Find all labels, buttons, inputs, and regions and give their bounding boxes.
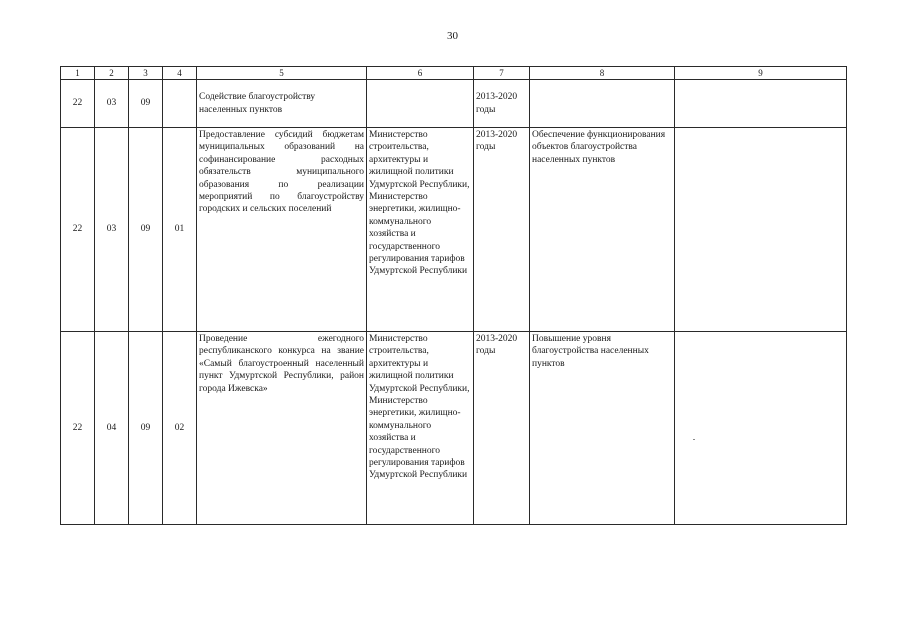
code-cell: 22 [61,332,95,525]
measure-name-cell: Предоставление субсидий бюджетам муниципальных образований на софинансирование расходных обязательств муниципального образования по реализации мероприятий по благоустройству городских и сельских поселений [197,128,367,332]
program-table [60,66,847,525]
scan-speck [693,439,695,440]
period-cell: 2013-2020 годы [474,80,530,128]
column-header: 1 [61,67,95,80]
code-cell: 02 [163,332,197,525]
column-header: 4 [163,67,197,80]
executor-cell: Министерство строительства, архитектуры и жилищной политики Удмуртской Республики, Министерство энергетики, жилищно-коммунального хозяйства и государственного регулирования тарифов Удмуртской Республики [367,332,474,525]
column-header: 9 [675,67,847,80]
measure-name-cell: Проведение ежегодного республиканского конкурса на звание «Самый благоустроенный населенный пункт Удмуртской Республики, район города Ижевска» [197,332,367,525]
column-header: 6 [367,67,474,80]
code-cell: 03 [95,128,129,332]
executor-cell: Министерство строительства, архитектуры и жилищной политики Удмуртской Республики, Министерство энергетики, жилищно-коммунального хозяйства и государственного регулирования тарифов Удмуртской Республики [367,128,474,332]
note-cell [675,332,847,525]
column-header: 7 [474,67,530,80]
code-cell: 04 [95,332,129,525]
code-cell: 09 [129,128,163,332]
executor-cell [367,80,474,128]
code-cell: 09 [129,332,163,525]
header-row [61,67,847,80]
column-header: 8 [530,67,675,80]
code-cell: 22 [61,128,95,332]
table-row [61,128,847,332]
table-row [61,80,847,128]
note-cell [675,80,847,128]
code-cell: 03 [95,80,129,128]
measure-name-cell: Содействие благоустройству населенных пунктов [197,80,367,128]
page-number: 30 [447,30,458,42]
column-header: 3 [129,67,163,80]
code-cell [163,80,197,128]
column-header: 5 [197,67,367,80]
period-cell: 2013-2020 годы [474,128,530,332]
period-cell: 2013-2020 годы [474,332,530,525]
result-cell: Повышение уровня благоустройства населенных пунктов [530,332,675,525]
code-cell: 09 [129,80,163,128]
column-header: 2 [95,67,129,80]
code-cell: 22 [61,80,95,128]
result-cell: Обеспечение функционирования объектов благоустройства населенных пунктов [530,128,675,332]
note-cell [675,128,847,332]
result-cell [530,80,675,128]
code-cell: 01 [163,128,197,332]
table-row [61,332,847,525]
